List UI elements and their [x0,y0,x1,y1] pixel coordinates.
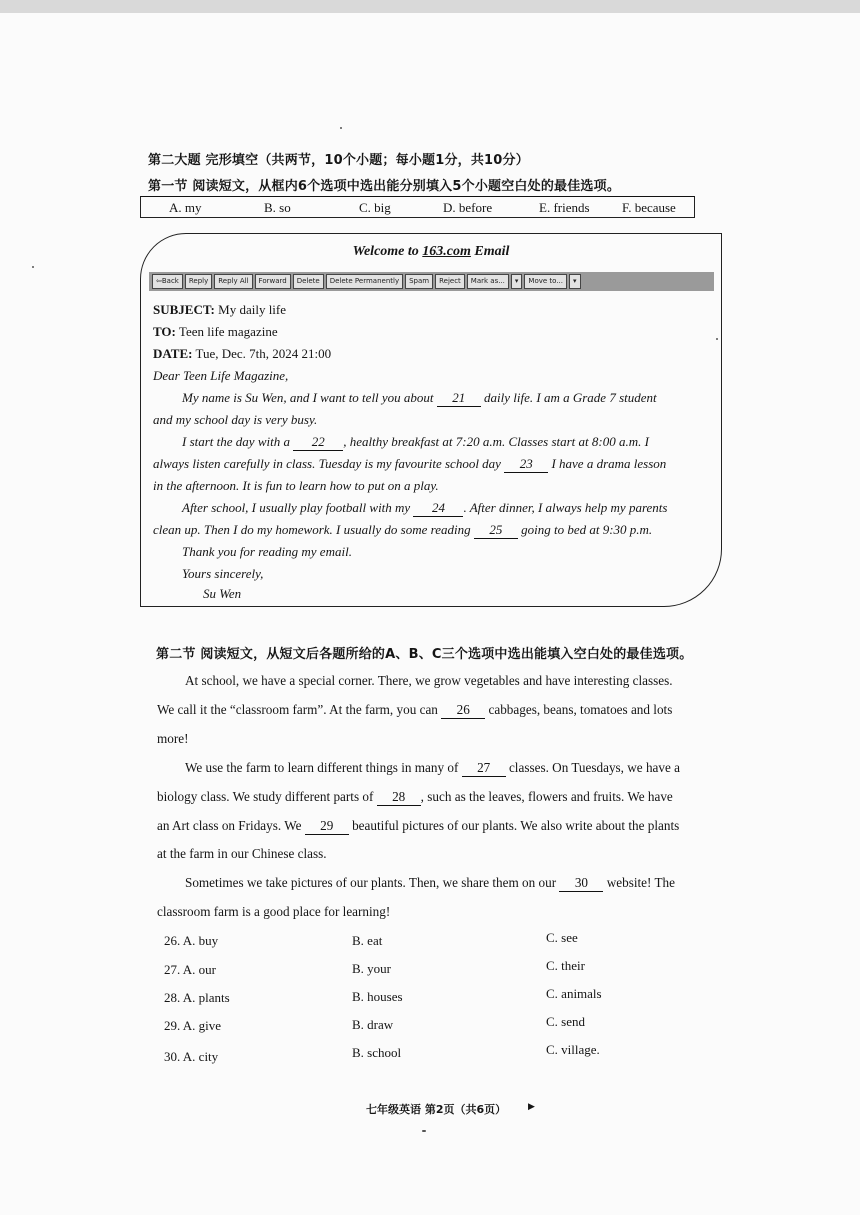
option-e: E. friends [539,200,590,215]
blank-28: 28 [377,789,421,806]
email-title: Welcome to 163.com Email [352,244,510,259]
options-box [140,196,695,218]
q28-option-a: 28. A. plants [164,990,230,1005]
blank-27: 27 [462,760,506,777]
email-line: always listen carefully in class. Tuesday is my favourite school day 23 I have a drama lesson [153,456,667,471]
blank-23: 23 [504,456,548,473]
email-line: After school, I usually play football with my 24 . After dinner, I always help my parents [182,500,668,515]
back-button[interactable]: ⇦Back [152,274,183,289]
email-line: I start the day with a 22 , healthy breakfast at 7:20 a.m. Classes start at 8:00 a.m. I [182,434,649,449]
email-line: My name is Su Wen, and I want to tell you about 21 daily life. I am a Grade 7 student [182,390,657,405]
q26-option-c: C. see [546,930,578,945]
move-to-button[interactable]: Move to... [524,274,567,289]
q30-option-a: 30. A. city [164,1049,219,1064]
forward-button[interactable]: Forward [255,274,291,289]
passage-line: classroom farm is a good place for learning! [157,904,391,919]
email-to: TO: Teen life magazine [153,324,278,339]
move-to-dropdown-icon[interactable]: ▾ [569,274,581,289]
spam-button[interactable]: Spam [405,274,433,289]
page-footer: 七年级英语 第2页（共6页） [366,1103,507,1116]
passage-line: at the farm in our Chinese class. [157,846,327,861]
q26-option-a: 26. A. buy [164,933,219,948]
blank-22: 22 [293,434,343,451]
q30-option-c: C. village. [546,1042,600,1057]
blank-29: 29 [305,818,349,835]
email-line: in the afternoon. It is fun to learn how to put on a play. [153,478,439,493]
section1-heading: 第一节 阅读短文，从框内6个选项中选出能分别填入5个小题空白处的最佳选项。 [148,179,621,194]
passage-line: more! [157,731,189,746]
delete-button[interactable]: Delete [293,274,324,289]
q29-option-a: 29. A. give [164,1018,222,1033]
q27-option-a: 27. A. our [164,962,216,977]
speck [340,127,342,129]
reply-all-button[interactable]: Reply All [214,274,252,289]
q29-option-b: B. draw [352,1017,394,1032]
passage-line: We use the farm to learn different things in many of 27 classes. On Tuesdays, we have a [185,760,680,775]
mark-as-button[interactable]: Mark as... [467,274,509,289]
option-d: D. before [443,200,493,215]
blank-26: 26 [441,702,485,719]
option-f: F. because [622,200,676,215]
email-date: DATE: Tue, Dec. 7th, 2024 21:00 [153,346,332,361]
q28-option-b: B. houses [352,989,403,1004]
blank-24: 24 [413,500,463,517]
blank-21: 21 [437,390,481,407]
q27-option-c: C. their [546,958,585,973]
reject-button[interactable]: Reject [435,274,465,289]
email-toolbar [149,272,714,291]
email-line: clean up. Then I do my homework. I usually do some reading 25 going to bed at 9:30 p.m. [153,522,653,537]
mark-as-dropdown-icon[interactable]: ▾ [511,274,523,289]
q27-option-b: B. your [352,961,391,976]
passage-line: We call it the “classroom farm”. At the farm, you can 26 cabbages, beans, tomatoes and lots [157,702,673,717]
email-site: 163.com [422,244,471,259]
passage-line: an Art class on Fridays. We 29 beautiful pictures of our plants. We also write about the plants [157,818,680,833]
q30-option-b: B. school [352,1045,402,1060]
next-arrow-icon: ▶ [528,1102,535,1112]
delete-permanently-button[interactable]: Delete Permanently [326,274,403,289]
email-greeting: Dear Teen Life Magazine, [153,368,289,383]
option-c: C. big [359,200,391,215]
q26-option-b: B. eat [352,933,383,948]
speck [422,1130,426,1132]
reply-button[interactable]: Reply [185,274,212,289]
section2-heading: 第二节 阅读短文，从短文后各题所给的A、B、C三个选项中选出能填入空白处的最佳选项。 [156,647,693,662]
passage-line: At school, we have a special corner. There, we grow vegetables and have interesting classes. [185,673,673,688]
blank-25: 25 [474,522,518,539]
option-b: B. so [264,200,291,215]
q29-option-c: C. send [546,1014,585,1029]
email-subject: SUBJECT: My daily life [153,302,287,317]
email-thanks: Thank you for reading my email. [182,544,352,559]
email-line: and my school day is very busy. [153,412,318,427]
blank-30: 30 [559,875,603,892]
speck [32,266,34,268]
email-signature: Su Wen [203,586,242,601]
passage-line: biology class. We study different parts of 28 , such as the leaves, flowers and fruits. We have [157,789,673,804]
option-a: A. my [169,200,202,215]
q28-option-c: C. animals [546,986,602,1001]
part-heading: 第二大题 完形填空（共两节，10个小题；每小题1分，共10分） [148,153,529,168]
passage-line: Sometimes we take pictures of our plants. Then, we share them on our 30 website! The [185,875,675,890]
email-closing: Yours sincerely, [182,566,264,581]
